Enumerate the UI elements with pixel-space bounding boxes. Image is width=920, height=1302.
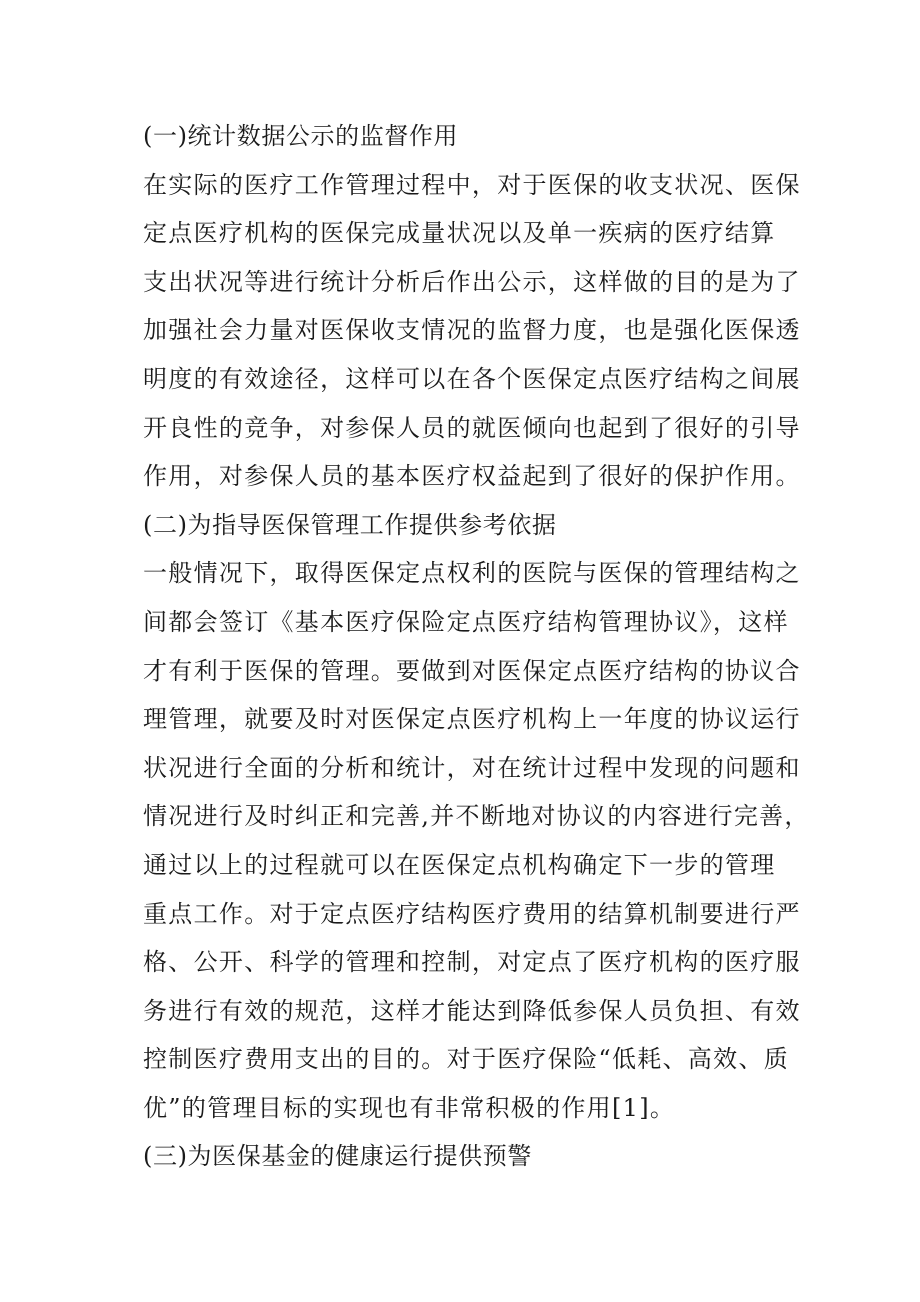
paragraph-line: 明度的有效途径，这样可以在各个医保定点医疗结构之间展 <box>143 364 801 393</box>
paragraph-line: 格、公开、科学的管理和控制，对定点了医疗机构的医疗服 <box>143 948 801 977</box>
paragraph-line: 开良性的竞争，对参保人员的就医倾向也起到了很好的引导 <box>143 413 801 442</box>
document-body <box>143 112 810 1181</box>
section-heading-3: (三)为医保基金的健康运行提供预警 <box>143 1142 532 1171</box>
paragraph-line: 定点医疗机构的医保完成量状况以及单一疾病的医疗结算 <box>143 219 776 248</box>
paragraph-line: 理管理，就要及时对医保定点医疗机构上一年度的协议运行 <box>143 705 801 734</box>
paragraph-line: 通过以上的过程就可以在医保定点机构确定下一步的管理 <box>143 850 776 879</box>
section-heading-1: (一)统计数据公示的监督作用 <box>143 122 459 150</box>
paragraph-line: 状况进行全面的分析和统计，对在统计过程中发现的问题和 <box>143 753 801 782</box>
paragraph-line: 加强社会力量对医保收支情况的监督力度，也是强化医保透 <box>143 316 801 345</box>
paragraph-line: 作用，对参保人员的基本医疗权益起到了很好的保护作用。 <box>143 462 801 491</box>
paragraph-line: 间都会签订《基本医疗保险定点医疗结构管理协议》，这样 <box>143 607 789 636</box>
paragraph-line: 务进行有效的规范，这样才能达到降低参保人员负担、有效 <box>143 996 801 1025</box>
paragraph-line: 在实际的医疗工作管理过程中，对于医保的收支状况、医保 <box>143 170 801 199</box>
paragraph-line: 重点工作。对于定点医疗结构医疗费用的结算机制要进行严 <box>143 899 801 928</box>
paragraph-line: 情况进行及时纠正和完善,并不断地对协议的内容进行完善， <box>143 802 810 831</box>
paragraph-line: 优”的管理目标的实现也有非常积极的作用[1]。 <box>143 1093 676 1122</box>
paragraph-line: 才有利于医保的管理。要做到对医保定点医疗结构的协议合 <box>143 656 801 685</box>
paragraph-line: 一般情况下，取得医保定点权利的医院与医保的管理结构之 <box>143 559 801 588</box>
section-heading-2: (二)为指导医保管理工作提供参考依据 <box>143 510 557 539</box>
paragraph-line: 控制医疗费用支出的目的。对于医疗保险“低耗、高效、质 <box>143 1045 790 1074</box>
paragraph-line: 支出状况等进行统计分析后作出公示，这样做的目的是为了 <box>143 267 801 296</box>
